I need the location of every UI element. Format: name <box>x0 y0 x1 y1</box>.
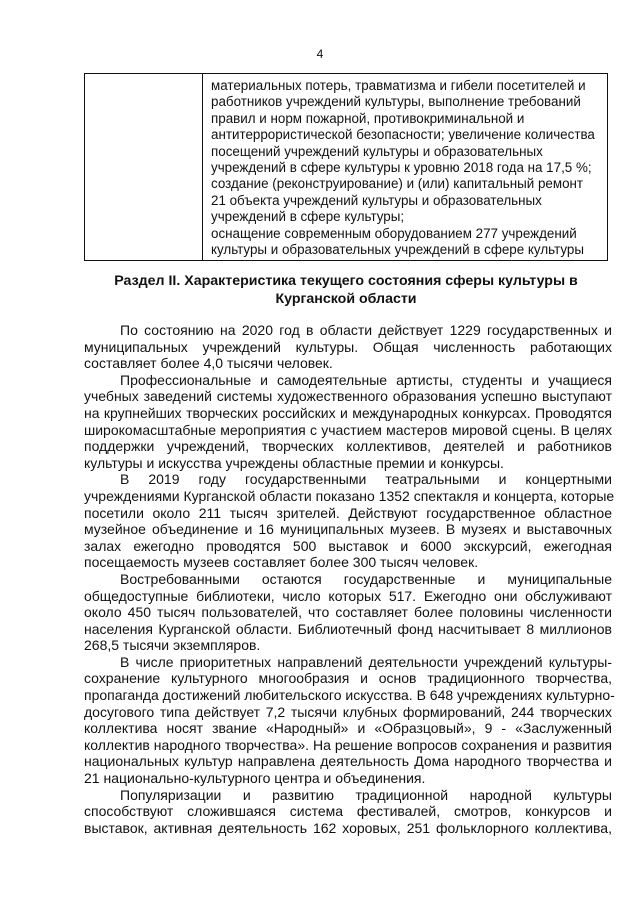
paragraph-line: музейное объединение и 16 муниципальных музеев. В музеях и выставочных <box>84 521 612 538</box>
table-text-line: 21 объекта учреждений культуры и образовательных <box>211 192 542 208</box>
paragraph-line: коллектива носят звание «Народный» и «Образцовый», 9 - «Заслуженный <box>84 720 612 737</box>
table-cell-results <box>203 74 608 261</box>
table-text-line: правил и норм пожарной, противокриминальной и <box>211 110 525 126</box>
table-text-line: антитеррористической безопасности; увеличение количества <box>211 127 595 143</box>
paragraph-line: посещаемость музеев составляет более 300 тысяч человек. <box>84 554 479 571</box>
paragraph-line: учреждениями Курганской области показано 1352 спектакля и концерта, которые <box>84 487 615 504</box>
page-number: 4 <box>316 47 324 61</box>
table-text-line: посещений учреждений культуры и образовательных <box>211 143 543 159</box>
paragraph-line: В 2019 году государственными театральными и концертными <box>120 471 612 488</box>
paragraph-line: Популяризации и развитию традиционной народной культуры <box>120 786 612 803</box>
table-cell-empty <box>85 74 203 261</box>
table-text-line: учреждений в сфере культуры к уровню 2018 года на 17,5 %; <box>211 160 592 176</box>
body-text <box>84 322 615 836</box>
paragraph-line: посетили около 211 тысяч зрителей. Действуют государственное областное <box>84 504 612 521</box>
continuation-table <box>84 73 608 261</box>
paragraph-line: коллектив народного творчества». На решение вопросов сохранения и развития <box>84 736 612 753</box>
paragraph-line: пропаганда достижений любительского искусства. В 648 учреждениях культурно- <box>84 687 615 704</box>
table-text-line: оснащение современным оборудованием 277 учреждений <box>211 225 577 241</box>
paragraph-line: В числе приоритетных направлений деятельности учреждений культуры- <box>120 653 612 670</box>
paragraph-line: культуры и искусства учреждены областные премии и конкурсы. <box>84 454 504 471</box>
paragraph-line: способствуют сложившаяся система фестивалей, смотров, конкурсов и <box>84 803 612 820</box>
table-text-line: создание (реконструирование) и (или) капитальный ремонт <box>211 176 584 192</box>
paragraph-line: около 450 тысяч пользователей, что составляет более половины численности <box>84 604 612 621</box>
paragraph-line: Профессиональные и самодеятельные артисты, студенты и учащиеся <box>120 371 612 388</box>
paragraph-line: широкомасштабные мероприятия с участием мастеров мировой сцены. В целях <box>84 421 612 438</box>
paragraph-line: общедоступные библиотеки, число которых 517. Ежегодно они обслуживают <box>84 587 612 604</box>
table-text-line: культуры и образовательных учреждений в сфере культуры <box>211 242 584 258</box>
table-text-line: учреждений в сфере культуры; <box>211 209 405 225</box>
section-heading <box>84 273 608 308</box>
paragraph-line: выставок, активная деятельность 162 хоровых, 251 фольклорного коллектива, <box>84 819 612 836</box>
paragraph-line: поддержки учреждений, творческих коллективов, деятелей и работников <box>84 438 612 455</box>
paragraph-line: учебных заведений системы художественного образования успешно выступают <box>84 388 612 405</box>
table-text-line: материальных потерь, травматизма и гибели посетителей и <box>211 78 586 93</box>
paragraph-line: залах ежегодно проводятся 500 выставок и 6000 экскурсий, ежегодная <box>84 537 612 554</box>
table-cell-text <box>203 74 607 258</box>
paragraph-line: 21 национально-культурного центра и объединения. <box>84 770 426 787</box>
heading-line: Курганской области <box>275 290 417 307</box>
table-row <box>85 74 608 261</box>
paragraph-line: Востребованными остаются государственные и муниципальные <box>120 570 612 587</box>
paragraph-line: По состоянию на 2020 год в области действует 1229 государственных и <box>120 322 612 338</box>
paragraph-line: досугового типа действует 7,2 тысячи клубных формирований, 244 творческих <box>84 703 612 720</box>
heading-line: Раздел II. Характеристика текущего состояния сферы культуры в <box>114 273 578 289</box>
paragraph-line: муниципальных учреждений культуры. Общая численность работающих <box>84 338 612 355</box>
paragraph-line: национальных культур направлена деятельность Дома народного творчества и <box>84 753 612 770</box>
paragraph-line: населения Курганской области. Библиотечный фонд насчитывает 8 миллионов <box>84 620 612 637</box>
paragraph-line: на крупнейших творческих российских и международных конкурсах. Проводятся <box>84 404 612 421</box>
table-text-line: работников учреждений культуры, выполнение требований <box>211 94 581 110</box>
paragraph-line: 268,5 тысячи экземпляров. <box>84 637 261 654</box>
paragraph-line: составляет более 4,0 тысячи человек. <box>84 355 333 372</box>
paragraph-line: сохранение культурного многообразия и основ традиционного творчества, <box>84 670 612 687</box>
